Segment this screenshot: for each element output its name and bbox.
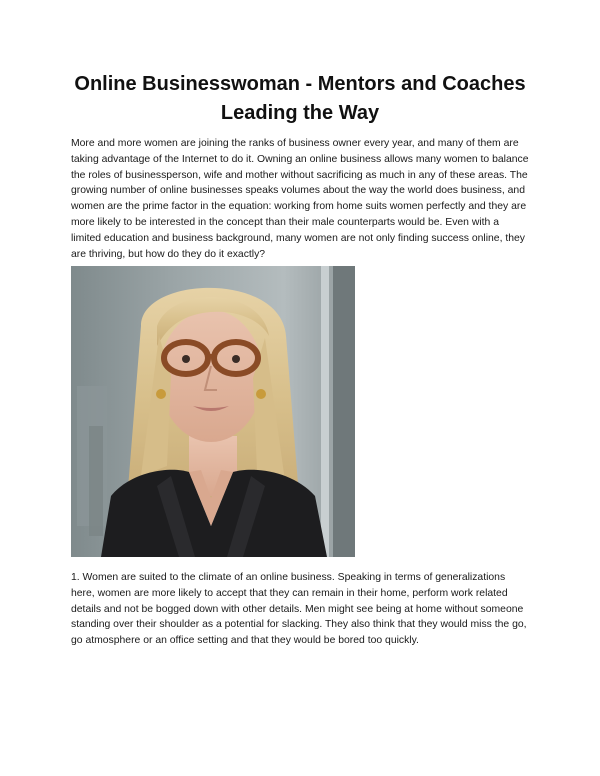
document-title: Online Businesswoman - Mentors and Coaches Leading the Way	[74, 73, 526, 124]
point-one-paragraph: 1. Women are suited to the climate of an online business. Speaking in terms of generalizations here, women are more likely to accept that they can remain in their home, perform work related details and not be bogged down with other details. Men might see being at home without someone standing over their shoulder as a potential for slacking. They also think that they would miss the go, go atmosphere or an office setting and that they would be bored too quickly.	[71, 572, 527, 647]
intro-paragraph: More and more women are joining the ranks of business owner every year, and many of them are taking advantage of the Internet to do it. Owning an online business allows many women to balance the roles of businessperson, wife and mother without sacrificing as much in any of these areas. The growing number of online businesses speaks volumes about the way the world does business, and women are the prime factor in the equation: working from home suits women perfectly and they are more likely to be interested in the concept than their male counterparts would be. Even with a limited education and business background, many women are not only finding success online, they are thriving, but how do they do it exactly?	[71, 138, 529, 260]
portrait-photo	[71, 266, 355, 557]
